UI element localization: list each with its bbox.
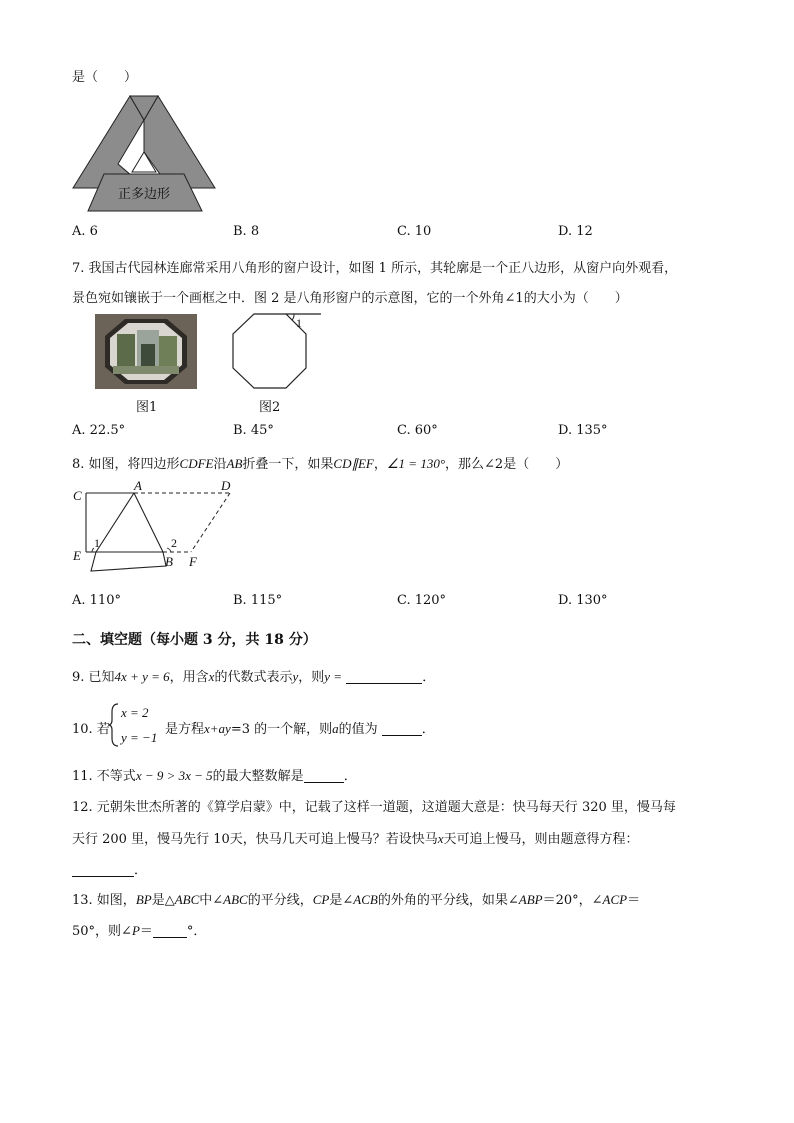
- q7-line1: 7. 我国古代园林连廊常采用八角形的窗户设计，如图 1 所示，其轮廓是一个正八边形，从窗户向外观看，: [72, 261, 678, 276]
- q13-acp: ACP: [602, 892, 628, 907]
- q10-brace: [108, 702, 120, 748]
- q13-abc2: ABC: [223, 892, 248, 907]
- q9-var-x: x: [208, 669, 215, 684]
- q9-mid: ，用含: [169, 670, 209, 685]
- q12-answer-blank[interactable]: [72, 862, 134, 877]
- q8-option-d[interactable]: D. 130°: [558, 593, 608, 608]
- q8-option-c[interactable]: C. 120°: [397, 593, 447, 608]
- q6-option-b[interactable]: B. 8: [233, 224, 260, 239]
- q6-option-a[interactable]: A. 6: [72, 224, 98, 239]
- q8-label-b: B: [165, 554, 173, 569]
- q10-eq: x+ay: [204, 721, 231, 736]
- q13-line1: [72, 889, 640, 908]
- q11-inequality: x − 9 > 3x − 5: [135, 768, 213, 783]
- q9-answer-blank[interactable]: [346, 669, 422, 684]
- q11-pre: 11. 不等式: [72, 769, 136, 784]
- q10-system-eq1: x = 2: [121, 705, 149, 720]
- q13-cp: CP: [312, 892, 330, 907]
- q13-acb: ACB: [353, 892, 378, 907]
- q8-mid1: 沿: [213, 457, 227, 472]
- q10-stem-rest: [165, 718, 435, 737]
- q10-end: ．: [421, 722, 435, 737]
- q12-end: ．: [134, 863, 148, 878]
- q13-l1h: ＝: [627, 893, 641, 908]
- q13-l1b: 是△: [151, 893, 175, 908]
- q11-stem: [72, 765, 357, 784]
- q13-l1e: 是∠: [329, 893, 354, 908]
- q9-post: ，则: [298, 670, 325, 685]
- q13-l1g: ＝20°，∠: [542, 893, 603, 908]
- q12-line2: [72, 828, 639, 847]
- q7-window-photo: [95, 314, 197, 389]
- q8-label-angle1: 1: [94, 536, 100, 550]
- q9-stem: [72, 666, 435, 685]
- q9-lhs: y =: [324, 669, 343, 684]
- q7-fig1-caption: 图1: [136, 400, 158, 415]
- q9-equation: 4x + y = 6: [114, 669, 170, 684]
- q10-var: a: [332, 721, 339, 736]
- q9-end: ．: [422, 670, 436, 685]
- q7-fig2-caption: 图2: [259, 400, 281, 415]
- q12-line1: 12. 元朝朱世杰所著的《算学启蒙》中，记载了这样一道题，这道题大意是：快马每天行 320 里，慢马每: [72, 800, 676, 815]
- q8-label-angle2: 2: [171, 536, 177, 550]
- q10-post: 的值为: [338, 722, 378, 737]
- q13-p: P: [131, 923, 140, 938]
- q13-l1a: 13. 如图，: [72, 893, 136, 908]
- q8-fold-diagram: [70, 478, 240, 573]
- q8-label-e: E: [73, 548, 81, 563]
- q8-label-c: C: [73, 488, 82, 503]
- q13-l2a: 50°，则∠: [72, 924, 132, 939]
- q7-line2: 景色宛如镶嵌于一个画框之中．图 2 是八角形窗户的示意图，它的一个外角∠1的大小为（ ）: [72, 291, 628, 306]
- q10-mid: 是方程: [165, 722, 205, 737]
- q8-quad: CDFE: [179, 456, 214, 471]
- q12-line3: [72, 859, 147, 878]
- q8-pre: 8. 如图，将四边形: [72, 457, 180, 472]
- q8-stem: [72, 453, 568, 472]
- q12-line2a: 天行 200 里，慢马先行 10天，快马几天可追上慢马？若设快马: [72, 832, 438, 847]
- q9-var-y: y: [292, 669, 299, 684]
- q6-polygon-figure: [70, 92, 220, 214]
- q6-stem-tail: 是（ ）: [72, 70, 138, 85]
- q8-post: ，那么∠2是（ ）: [445, 457, 569, 472]
- q13-l2b: ＝: [139, 924, 153, 939]
- q6-figure-label: 正多边形: [117, 186, 171, 201]
- q8-label-a: A: [134, 478, 142, 493]
- q7-option-c[interactable]: C. 60°: [397, 423, 438, 438]
- q10-pre: 10. 若: [72, 722, 110, 737]
- q8-label-f: F: [189, 554, 197, 569]
- q13-l1c: 中∠: [199, 893, 224, 908]
- q8-option-b[interactable]: B. 115°: [233, 593, 283, 608]
- q7-octagon-diagram: [228, 310, 324, 392]
- q13-l1f: 的外角的平分线，如果∠: [377, 893, 519, 908]
- q10-answer-blank[interactable]: [382, 721, 422, 736]
- q13-abp: ABP: [518, 892, 543, 907]
- q10-eq2: =3 的一个解，则: [230, 722, 333, 737]
- q8-option-a[interactable]: A. 110°: [72, 593, 121, 608]
- q8-parallel: CD∥EF: [333, 456, 374, 471]
- q8-mid2: 折叠一下，如果: [242, 457, 334, 472]
- q8-angle-eq: ∠1 = 130°: [386, 456, 446, 471]
- q11-post: 的最大整数解是: [212, 769, 304, 784]
- q13-l2c: °．: [186, 924, 207, 939]
- q12-line2b: 天可追上慢马，则由题意得方程：: [443, 832, 639, 847]
- q10-system-eq2: y = −1: [121, 730, 158, 745]
- q7-option-b[interactable]: B. 45°: [233, 423, 274, 438]
- section2-title: 二、填空题（每小题 3 分，共 18 分）: [72, 632, 317, 648]
- q13-abc: ABC: [174, 892, 200, 907]
- q13-bp: BP: [135, 892, 152, 907]
- q8-fold-line: AB: [226, 456, 243, 471]
- q11-end: ．: [343, 769, 357, 784]
- q13-answer-blank[interactable]: [153, 923, 187, 938]
- q9-pre: 9. 已知: [72, 670, 115, 685]
- q11-answer-blank[interactable]: [304, 768, 344, 783]
- q13-l1d: 的平分线，: [247, 893, 313, 908]
- q8-mid3: ，: [373, 457, 387, 472]
- q9-mid2: 的代数式表示: [214, 670, 293, 685]
- q7-option-d[interactable]: D. 135°: [558, 423, 608, 438]
- q7-angle-mark: 1: [296, 316, 302, 330]
- q7-option-a[interactable]: A. 22.5°: [72, 423, 126, 438]
- q6-option-d[interactable]: D. 12: [558, 224, 593, 239]
- q8-label-d: D: [221, 478, 231, 493]
- q12-var: x: [437, 831, 444, 846]
- q13-line2: [72, 920, 206, 939]
- q6-option-c[interactable]: C. 10: [397, 224, 432, 239]
